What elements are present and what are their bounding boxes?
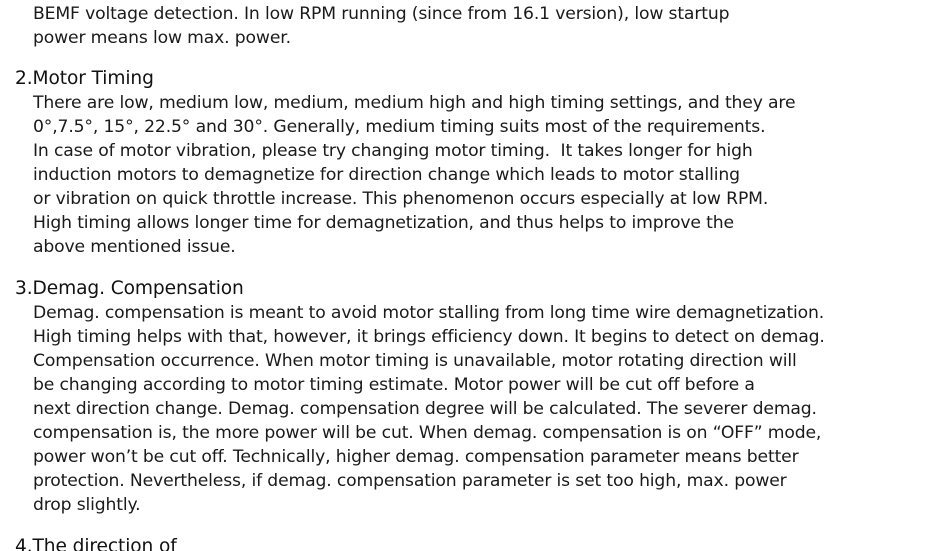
demag-line-5: next direction change. Demag. compensation degree will be calculated. The severer demag.: [33, 399, 817, 419]
motor-timing-line-2: 0°,7.5°, 15°, 22.5° and 30°. Generally, medium timing suits most of the requirements.: [33, 117, 766, 137]
section-heading-motor-timing: 2.Motor Timing: [15, 68, 154, 89]
motor-timing-line-7: above mentioned issue.: [33, 237, 236, 257]
demag-line-2: High timing helps with that, however, it brings efficiency down. It begins to detect on demag.: [33, 327, 825, 347]
demag-line-6: compensation is, the more power will be cut. When demag. compensation is on “OFF” mode,: [33, 423, 822, 443]
demag-line-8: protection. Nevertheless, if demag. compensation parameter is set too high, max. power: [33, 471, 787, 491]
intro-line-1: BEMF voltage detection. In low RPM running (since from 16.1 version), low startup: [33, 4, 730, 24]
motor-timing-line-4: induction motors to demagnetize for direction change which leads to motor stalling: [33, 165, 740, 185]
intro-line-2: power means low max. power.: [33, 28, 291, 48]
motor-timing-line-3: In case of motor vibration, please try changing motor timing. It takes longer for high: [33, 141, 753, 161]
demag-line-1: Demag. compensation is meant to avoid motor stalling from long time wire demagnetization.: [33, 303, 825, 323]
section-heading-direction: 4.The direction of: [15, 536, 177, 551]
motor-timing-line-6: High timing allows longer time for demagnetization, and thus helps to improve the: [33, 213, 734, 233]
motor-timing-line-1: There are low, medium low, medium, medium high and high timing settings, and they are: [33, 93, 796, 113]
demag-line-4: be changing according to motor timing estimate. Motor power will be cut off before a: [33, 375, 755, 395]
section-heading-demag-compensation: 3.Demag. Compensation: [15, 278, 244, 299]
demag-line-3: Compensation occurrence. When motor timing is unavailable, motor rotating direction will: [33, 351, 797, 371]
demag-line-7: power won’t be cut off. Technically, higher demag. compensation parameter means better: [33, 447, 799, 467]
demag-line-9: drop slightly.: [33, 495, 141, 515]
motor-timing-line-5: or vibration on quick throttle increase. This phenomenon occurs especially at low RPM.: [33, 189, 769, 209]
